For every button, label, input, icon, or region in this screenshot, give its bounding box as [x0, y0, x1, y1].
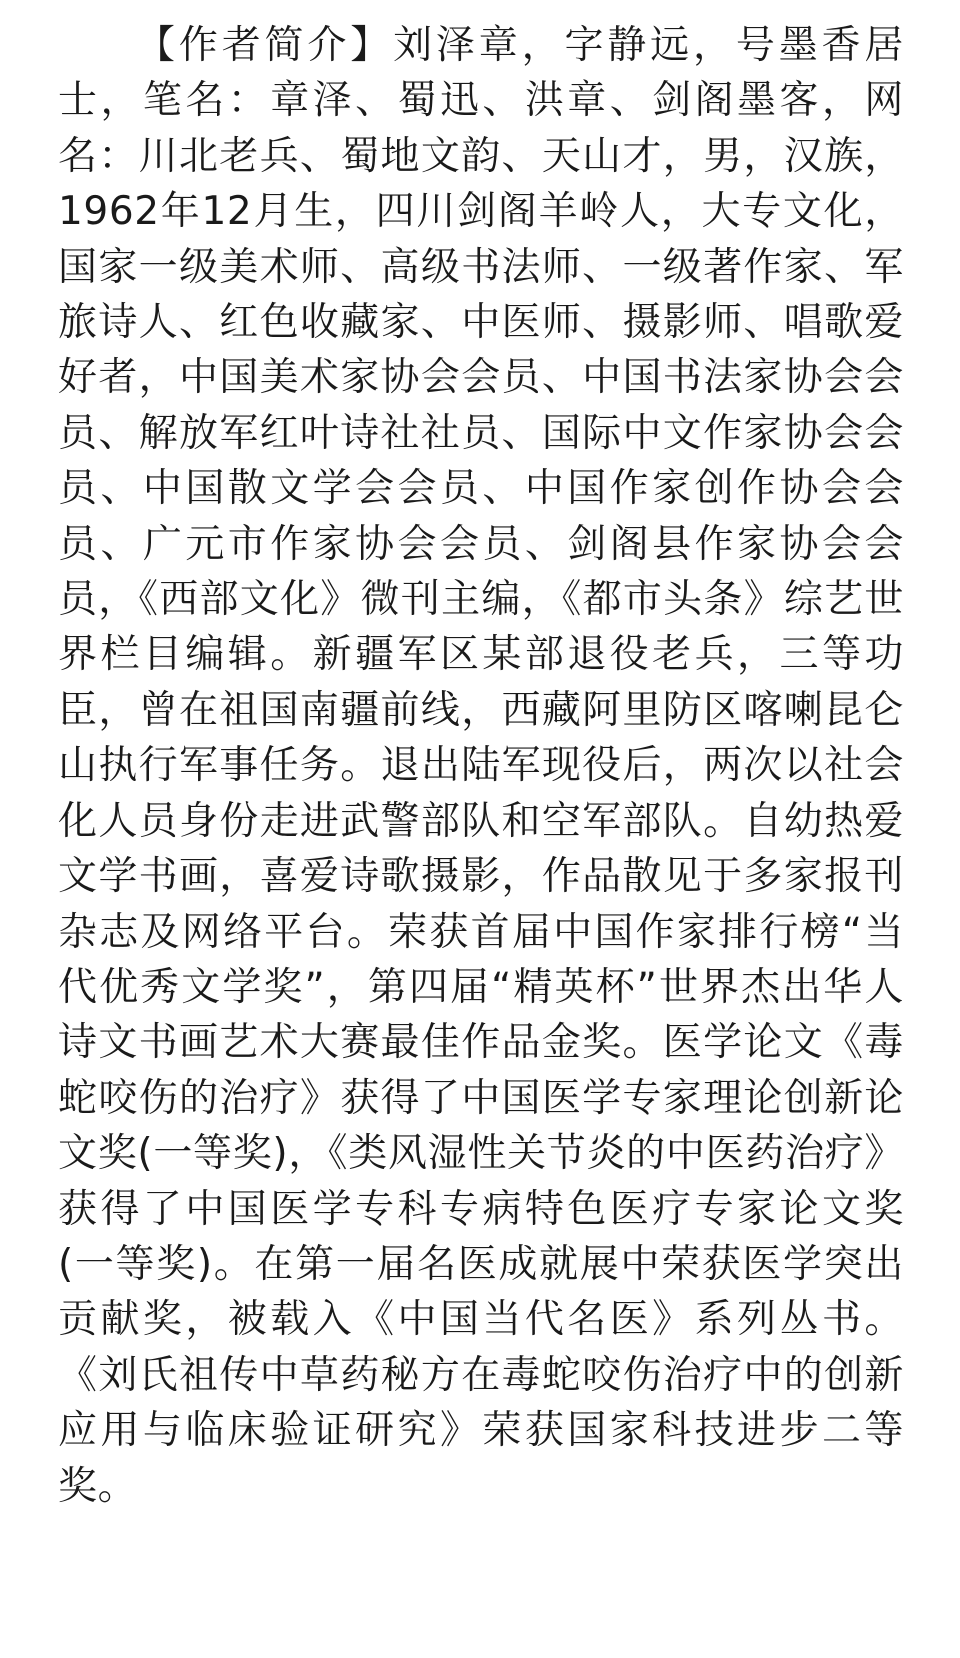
author-bio-paragraph: 【作者简介】刘泽章，字静远，号墨香居士，笔名：章泽、蜀迅、洪章、剑阁墨客，网名：川北老兵、蜀地文韵、天山才，男，汉族，1962年12月生，四川剑阁羊岭人，大专文化，国家一级美术师、高级书法师、一级著作家、军旅诗人、红色收藏家、中医师、摄影师、唱歌爱好者，中国美术家协会会员、中国书法家协会会员、解放军红叶诗社社员、国际中文作家协会会员、中国散文学会会员、中国作家创作协会会员、广元市作家协会会员、剑阁县作家协会会员，《西部文化》微刊主编，《都市头条》综艺世界栏目编辑。新疆军区某部退役老兵，三等功臣，曾在祖国南疆前线，西藏阿里防区喀喇昆仑山执行军事任务。退出陆军现役后，两次以社会化人员身份走进武警部队和空军部队。自幼热爱文学书画，喜爱诗歌摄影，作品散见于多家报刊杂志及网络平台。荣获首届中国作家排行榜“当代优秀文学奖”，第四届“精英杯”世界杰出华人诗文书画艺术大赛最佳作品金奖。医学论文《毒蛇咬伤的治疗》获得了中国医学专家理论创新论文奖(一等奖)，《类风湿性关节炎的中医药治疗》获得了中国医学专科专病特色医疗专家论文奖(一等奖)。在第一届名医成就展中荣获医学突出贡献奖，被载入《中国当代名医》系列丛书。《刘氏祖传中草药秘方在毒蛇咬伤治疗中的创新应用与临床验证研究》荣获国家科技进步二等奖。 — [58, 23, 904, 1509]
